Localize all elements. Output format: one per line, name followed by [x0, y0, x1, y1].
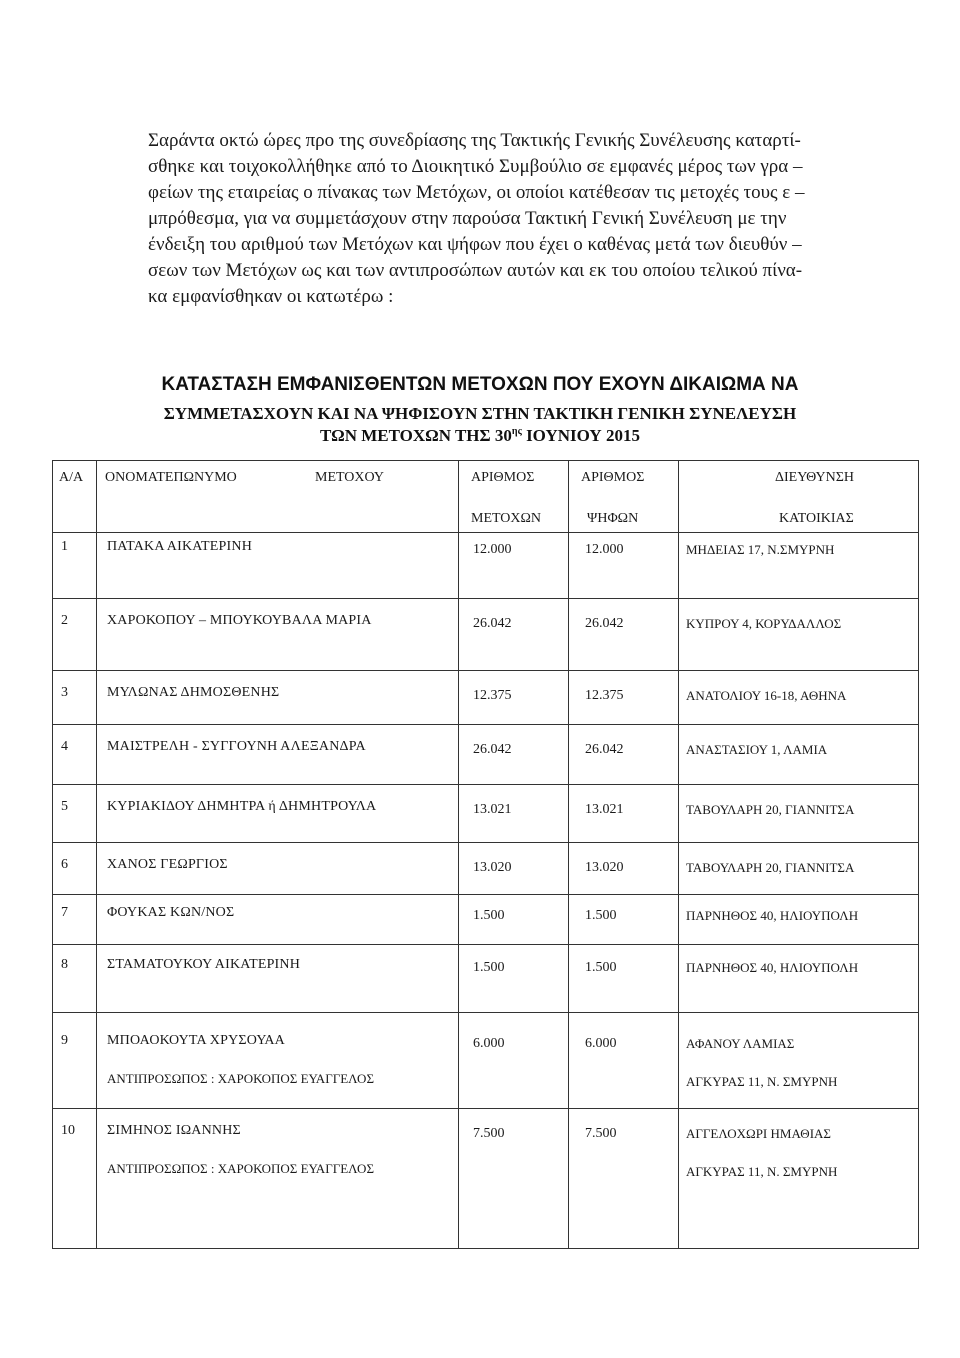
residence-address: ΑΝΑΣΤΑΣΙΟΥ 1, ΛΑΜΙΑ	[686, 742, 828, 757]
date-line-text-end: ΙΟΥΝΙΟΥ 2015	[521, 426, 640, 445]
intro-line: κα εμφανίσθηκαν οι κατωτέρω :	[148, 286, 394, 307]
intro-line: Σαράντα οκτώ ώρες προ της συνεδρίασης της Τακτικής Γενικής Συνέλευσης καταρτί-	[148, 130, 801, 151]
residence-address: ΤΑΒΟΥΛΑΡΗ 20, ΓΙΑΝΝΙΤΣΑ	[686, 802, 855, 817]
representative-address: ΑΓΚΥΡΑΣ 11, Ν. ΣΜΥΡΝΗ	[686, 1164, 838, 1179]
shareholders-table	[52, 460, 919, 1249]
document-subtitle: ΣΥΜΜΕΤΑΣΧΟΥΝ ΚΑΙ ΝΑ ΨΗΦΙΣΟΥΝ ΣΤΗΝ ΤΑΚΤΙΚΗ ΓΕΝΙΚΗ ΣΥΝΕΛΕΥΣΗ	[163, 404, 797, 423]
row-number: 10	[61, 1123, 75, 1138]
residence-address: ΠΑΡΝΗΘΟΣ 40, ΗΛΙΟΥΠΟΛΗ	[686, 960, 859, 975]
row-number: 6	[61, 857, 68, 872]
row-divider	[53, 1012, 918, 1013]
header-address: ΔΙΕΥΘΥΝΣΗ	[775, 470, 854, 485]
row-divider	[53, 724, 918, 725]
votes-count: 12.000	[585, 542, 624, 557]
header-divider	[53, 532, 918, 533]
votes-count: 12.375	[585, 688, 624, 703]
row-number: 2	[61, 613, 68, 628]
votes-count: 13.020	[585, 860, 624, 875]
header-shares-2: ΜΕΤΟΧΩΝ	[471, 511, 542, 526]
representative-name: ΑΝΤΙΠΡΟΣΩΠΟΣ : ΧΑΡΟΚΟΠΟΣ ΕΥΑΓΓΕΛΟΣ	[107, 1071, 375, 1086]
date-ordinal-suffix: ης	[511, 426, 522, 437]
header-name-2: ΜΕΤΟΧΟΥ	[315, 470, 385, 485]
row-divider	[53, 842, 918, 843]
votes-count: 26.042	[585, 742, 624, 757]
shares-count: 1.500	[473, 908, 505, 923]
row-number: 3	[61, 685, 68, 700]
header-votes: ΑΡΙΘΜΟΣ	[581, 470, 645, 485]
shareholder-name: ΣΙΜΗΝΟΣ ΙΩΑΝΝΗΣ	[107, 1123, 241, 1138]
column-divider	[96, 461, 97, 1248]
votes-count: 7.500	[585, 1126, 617, 1141]
shareholder-name: ΜΥΛΩΝΑΣ ΔΗΜΟΣΘΕΝΗΣ	[107, 685, 280, 700]
representative-name: ΑΝΤΙΠΡΟΣΩΠΟΣ : ΧΑΡΟΚΟΠΟΣ ΕΥΑΓΓΕΛΟΣ	[107, 1161, 375, 1176]
row-divider	[53, 784, 918, 785]
residence-address: ΜΗΔΕΙΑΣ 17, Ν.ΣΜΥΡΝΗ	[686, 542, 835, 557]
shares-count: 1.500	[473, 960, 505, 975]
residence-address: ΑΦΑΝΟΥ ΛΑΜΙΑΣ	[686, 1036, 795, 1051]
column-divider	[568, 461, 569, 1248]
shares-count: 7.500	[473, 1126, 505, 1141]
row-divider	[53, 1108, 918, 1109]
row-number: 1	[61, 539, 68, 554]
representative-address: ΑΓΚΥΡΑΣ 11, Ν. ΣΜΥΡΝΗ	[686, 1074, 838, 1089]
shareholder-name: ΠΑΤΑΚΑ ΑΙΚΑΤΕΡΙΝΗ	[107, 539, 253, 554]
intro-line: σεων των Μετόχων ως και των αντιπροσώπων αυτών και εκ του οποίου τελικού πίνα-	[148, 260, 803, 281]
shareholder-name: ΜΑΙΣΤΡΕΛΗ - ΣΥΓΓΟΥΝΗ ΑΛΕΞΑΝΔΡΑ	[107, 739, 366, 754]
shareholder-name: ΜΠΟΑΟΚΟΥΤΑ ΧΡΥΣΟΥΑΑ	[107, 1033, 285, 1048]
votes-count: 1.500	[585, 908, 617, 923]
date-line-text: ΤΩΝ ΜΕΤΟΧΩΝ ΤΗΣ 30	[320, 426, 512, 445]
row-number: 5	[61, 799, 68, 814]
intro-line: φείων της εταιρείας ο πίνακας των Μετόχων, οι οποίοι κατέθεσαν τις μετοχές τους ε –	[148, 182, 805, 203]
column-divider	[458, 461, 459, 1248]
residence-address: ΤΑΒΟΥΛΑΡΗ 20, ΓΙΑΝΝΙΤΣΑ	[686, 860, 855, 875]
residence-address: ΚΥΠΡΟΥ 4, ΚΟΡΥΔΑΛΛΟΣ	[686, 616, 842, 631]
header-name: ΟΝΟΜΑΤΕΠΩΝΥΜΟ	[105, 470, 237, 485]
header-aa: Α/Α	[59, 470, 84, 485]
row-number: 8	[61, 957, 68, 972]
row-divider	[53, 894, 918, 895]
row-number: 9	[61, 1033, 68, 1048]
votes-count: 13.021	[585, 802, 624, 817]
shares-count: 13.021	[473, 802, 512, 817]
residence-address: ΠΑΡΝΗΘΟΣ 40, ΗΛΙΟΥΠΟΛΗ	[686, 908, 859, 923]
shareholder-name: ΦΟΥΚΑΣ ΚΩΝ/ΝΟΣ	[107, 905, 235, 920]
header-address-2: ΚΑΤΟΙΚΙΑΣ	[779, 511, 854, 526]
shares-count: 12.000	[473, 542, 512, 557]
row-divider	[53, 670, 918, 671]
column-divider	[678, 461, 679, 1248]
row-divider	[53, 944, 918, 945]
votes-count: 1.500	[585, 960, 617, 975]
residence-address: ΑΓΓΕΛΟΧΩΡΙ ΗΜΑΘΙΑΣ	[686, 1126, 831, 1141]
votes-count: 6.000	[585, 1036, 617, 1051]
shares-count: 13.020	[473, 860, 512, 875]
header-votes-2: ΨΗΦΩΝ	[587, 511, 639, 526]
shares-count: 6.000	[473, 1036, 505, 1051]
shares-count: 12.375	[473, 688, 512, 703]
document-date-line	[0, 426, 960, 446]
residence-address: ΑΝΑΤΟΛΙΟΥ 16-18, ΑΘΗΝΑ	[686, 688, 847, 703]
row-divider	[53, 598, 918, 599]
intro-line: μπρόθεσμα, για να συμμετάσχουν στην παρούσα Τακτική Γενική Συνέλευση με την	[148, 208, 787, 229]
row-number: 4	[61, 739, 68, 754]
row-number: 7	[61, 905, 68, 920]
intro-line: ένδειξη του αριθμού των Μετόχων και ψήφων που έχει ο καθένας μετά των διευθύν –	[148, 234, 802, 255]
document-title: ΚΑΤΑΣΤΑΣΗ ΕΜΦΑΝΙΣΘΕΝΤΩΝ ΜΕΤΟΧΩΝ ΠΟΥ ΕΧΟΥΝ ΔΙΚΑΙΩΜΑ ΝΑ	[161, 374, 799, 395]
shareholder-name: ΚΥΡΙΑΚΙΔΟΥ ΔΗΜΗΤΡΑ ή ΔΗΜΗΤΡΟΥΛΑ	[107, 799, 377, 814]
intro-line: σθηκε και τοιχοκολλήθηκε από το Διοικητικό Συμβούλιο σε εμφανές μέρος των γρα –	[148, 156, 803, 177]
shareholder-name: ΧΑΝΟΣ ΓΕΩΡΓΙΟΣ	[107, 857, 228, 872]
intro-paragraph	[148, 128, 848, 310]
shareholder-name: ΣΤΑΜΑΤΟΥΚΟΥ ΑΙΚΑΤΕΡΙΝΗ	[107, 957, 301, 972]
shareholder-name: ΧΑΡΟΚΟΠΟΥ – ΜΠΟΥΚΟΥΒΑΛΑ ΜΑΡΙΑ	[107, 613, 372, 628]
shares-count: 26.042	[473, 742, 512, 757]
header-shares: ΑΡΙΘΜΟΣ	[471, 470, 535, 485]
votes-count: 26.042	[585, 616, 624, 631]
shares-count: 26.042	[473, 616, 512, 631]
